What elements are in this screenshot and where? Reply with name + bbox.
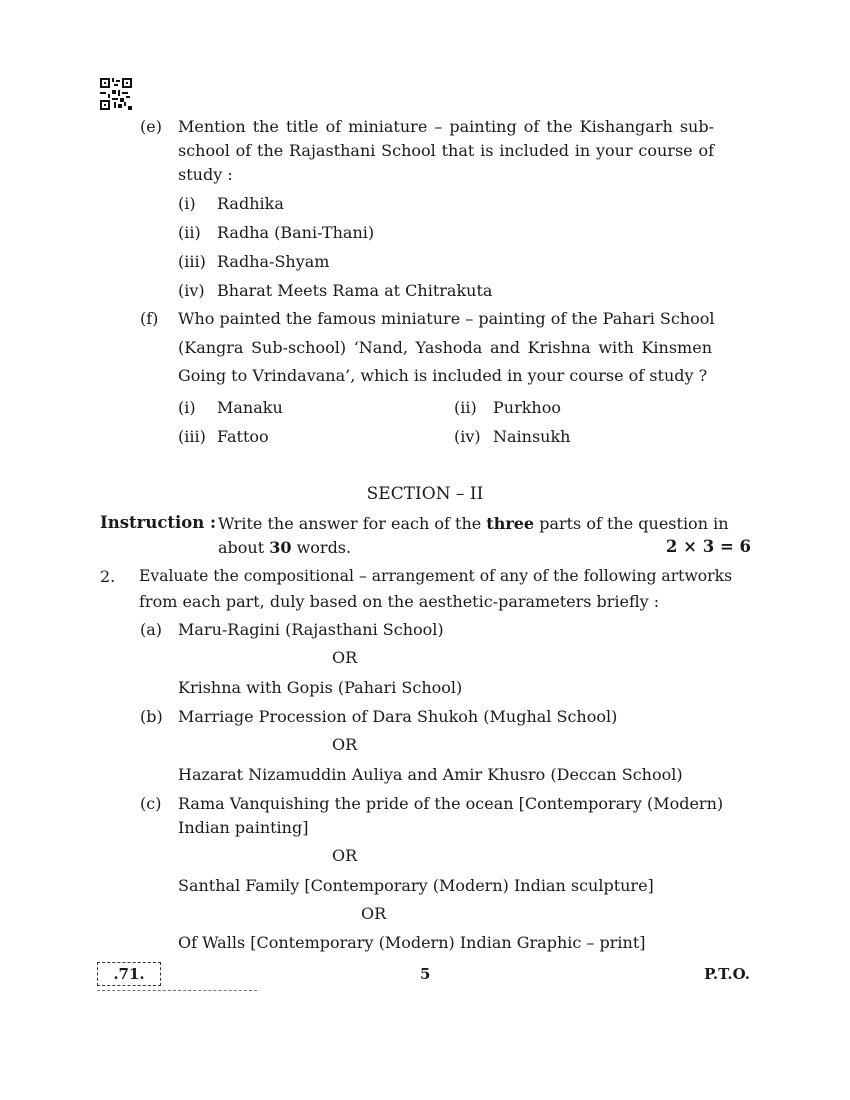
option-e-ii-num: (ii) — [178, 223, 201, 242]
instruction-line2 — [218, 538, 351, 557]
question-f-text-line2: (Kangra Sub-school) ‘Nand, Yashoda and Krishna with Kinsmen — [178, 338, 712, 357]
option-e-iv-text: Bharat Meets Rama at Chitrakuta — [217, 281, 493, 300]
question-e-label: (e) — [140, 117, 162, 136]
part-b-first-option: Marriage Procession of Dara Shukoh (Mughal School) — [178, 707, 618, 726]
option-e-iii-text: Radha-Shyam — [217, 252, 330, 271]
option-f-ii-num: (ii) — [454, 398, 477, 417]
question-e-text-line3: study : — [178, 165, 233, 184]
instruction-line1-pre: Write the answer for each of the — [218, 514, 487, 533]
instruction-thirty: 30 — [269, 538, 292, 557]
part-c-or-2: OR — [361, 904, 387, 923]
part-c-label: (c) — [140, 794, 162, 813]
part-b-or: OR — [332, 735, 358, 754]
part-c-second-option: Santhal Family [Contemporary (Modern) Indian sculpture] — [178, 876, 654, 895]
qr-code-image — [100, 78, 132, 110]
paper-code-box: .71. — [97, 962, 161, 986]
instruction-label: Instruction : — [100, 513, 217, 532]
option-f-i-text: Manaku — [217, 398, 283, 417]
part-b-label: (b) — [140, 707, 163, 726]
instruction-line2-post: words. — [291, 538, 352, 557]
instruction-line1-post: parts of the question in — [534, 514, 729, 533]
option-f-ii-text: Purkhoo — [493, 398, 561, 417]
question-2-text-line1: Evaluate the compositional – arrangement of any of the following artworks — [139, 567, 733, 585]
part-c-first-option-line1: Rama Vanquishing the pride of the ocean [Contemporary (Modern) — [178, 794, 724, 813]
option-e-ii-text: Radha (Bani-Thani) — [217, 223, 375, 242]
question-e-text-line2: school of the Rajasthani School that is included in your course of — [178, 141, 714, 160]
option-f-iv-text: Nainsukh — [493, 427, 571, 446]
section-title: SECTION – II — [366, 484, 484, 504]
question-f-text-line1: Who painted the famous miniature – painting of the Pahari School — [178, 309, 715, 328]
part-c-or-1: OR — [332, 846, 358, 865]
question-2-number: 2. — [100, 567, 116, 586]
option-e-iv-num: (iv) — [178, 281, 205, 300]
question-e-text-line1: Mention the title of miniature – painting of the Kishangarh sub- — [178, 117, 714, 136]
part-b-second-option: Hazarat Nizamuddin Auliya and Amir Khusro (Deccan School) — [178, 765, 683, 784]
option-e-i-num: (i) — [178, 194, 196, 213]
question-2-text-line2: from each part, duly based on the aesthetic-parameters briefly : — [139, 592, 660, 611]
question-f-text-line3: Going to Vrindavana’, which is included in your course of study ? — [178, 366, 708, 385]
option-f-iii-text: Fattoo — [217, 427, 269, 446]
part-a-or: OR — [332, 648, 358, 667]
part-a-first-option: Maru-Ragini (Rajasthani School) — [178, 620, 444, 639]
section-marks: 2 × 3 = 6 — [665, 537, 751, 556]
part-a-label: (a) — [140, 620, 163, 639]
page-number: 5 — [420, 965, 431, 983]
option-f-iii-num: (iii) — [178, 427, 206, 446]
instruction-line1 — [218, 514, 729, 533]
pto-label: P.T.O. — [704, 965, 750, 983]
part-c-first-option-line2: Indian painting] — [178, 818, 309, 837]
instruction-three: three — [486, 514, 535, 533]
part-a-second-option: Krishna with Gopis (Pahari School) — [178, 678, 463, 697]
option-f-i-num: (i) — [178, 398, 196, 417]
option-f-iv-num: (iv) — [454, 427, 481, 446]
option-e-i-text: Radhika — [217, 194, 284, 213]
instruction-line2-pre: about — [218, 538, 270, 557]
part-c-third-option: Of Walls [Contemporary (Modern) Indian Graphic – print] — [178, 933, 646, 952]
footer-dashed-line — [97, 990, 257, 991]
option-e-iii-num: (iii) — [178, 252, 206, 271]
question-f-label: (f) — [140, 309, 159, 328]
